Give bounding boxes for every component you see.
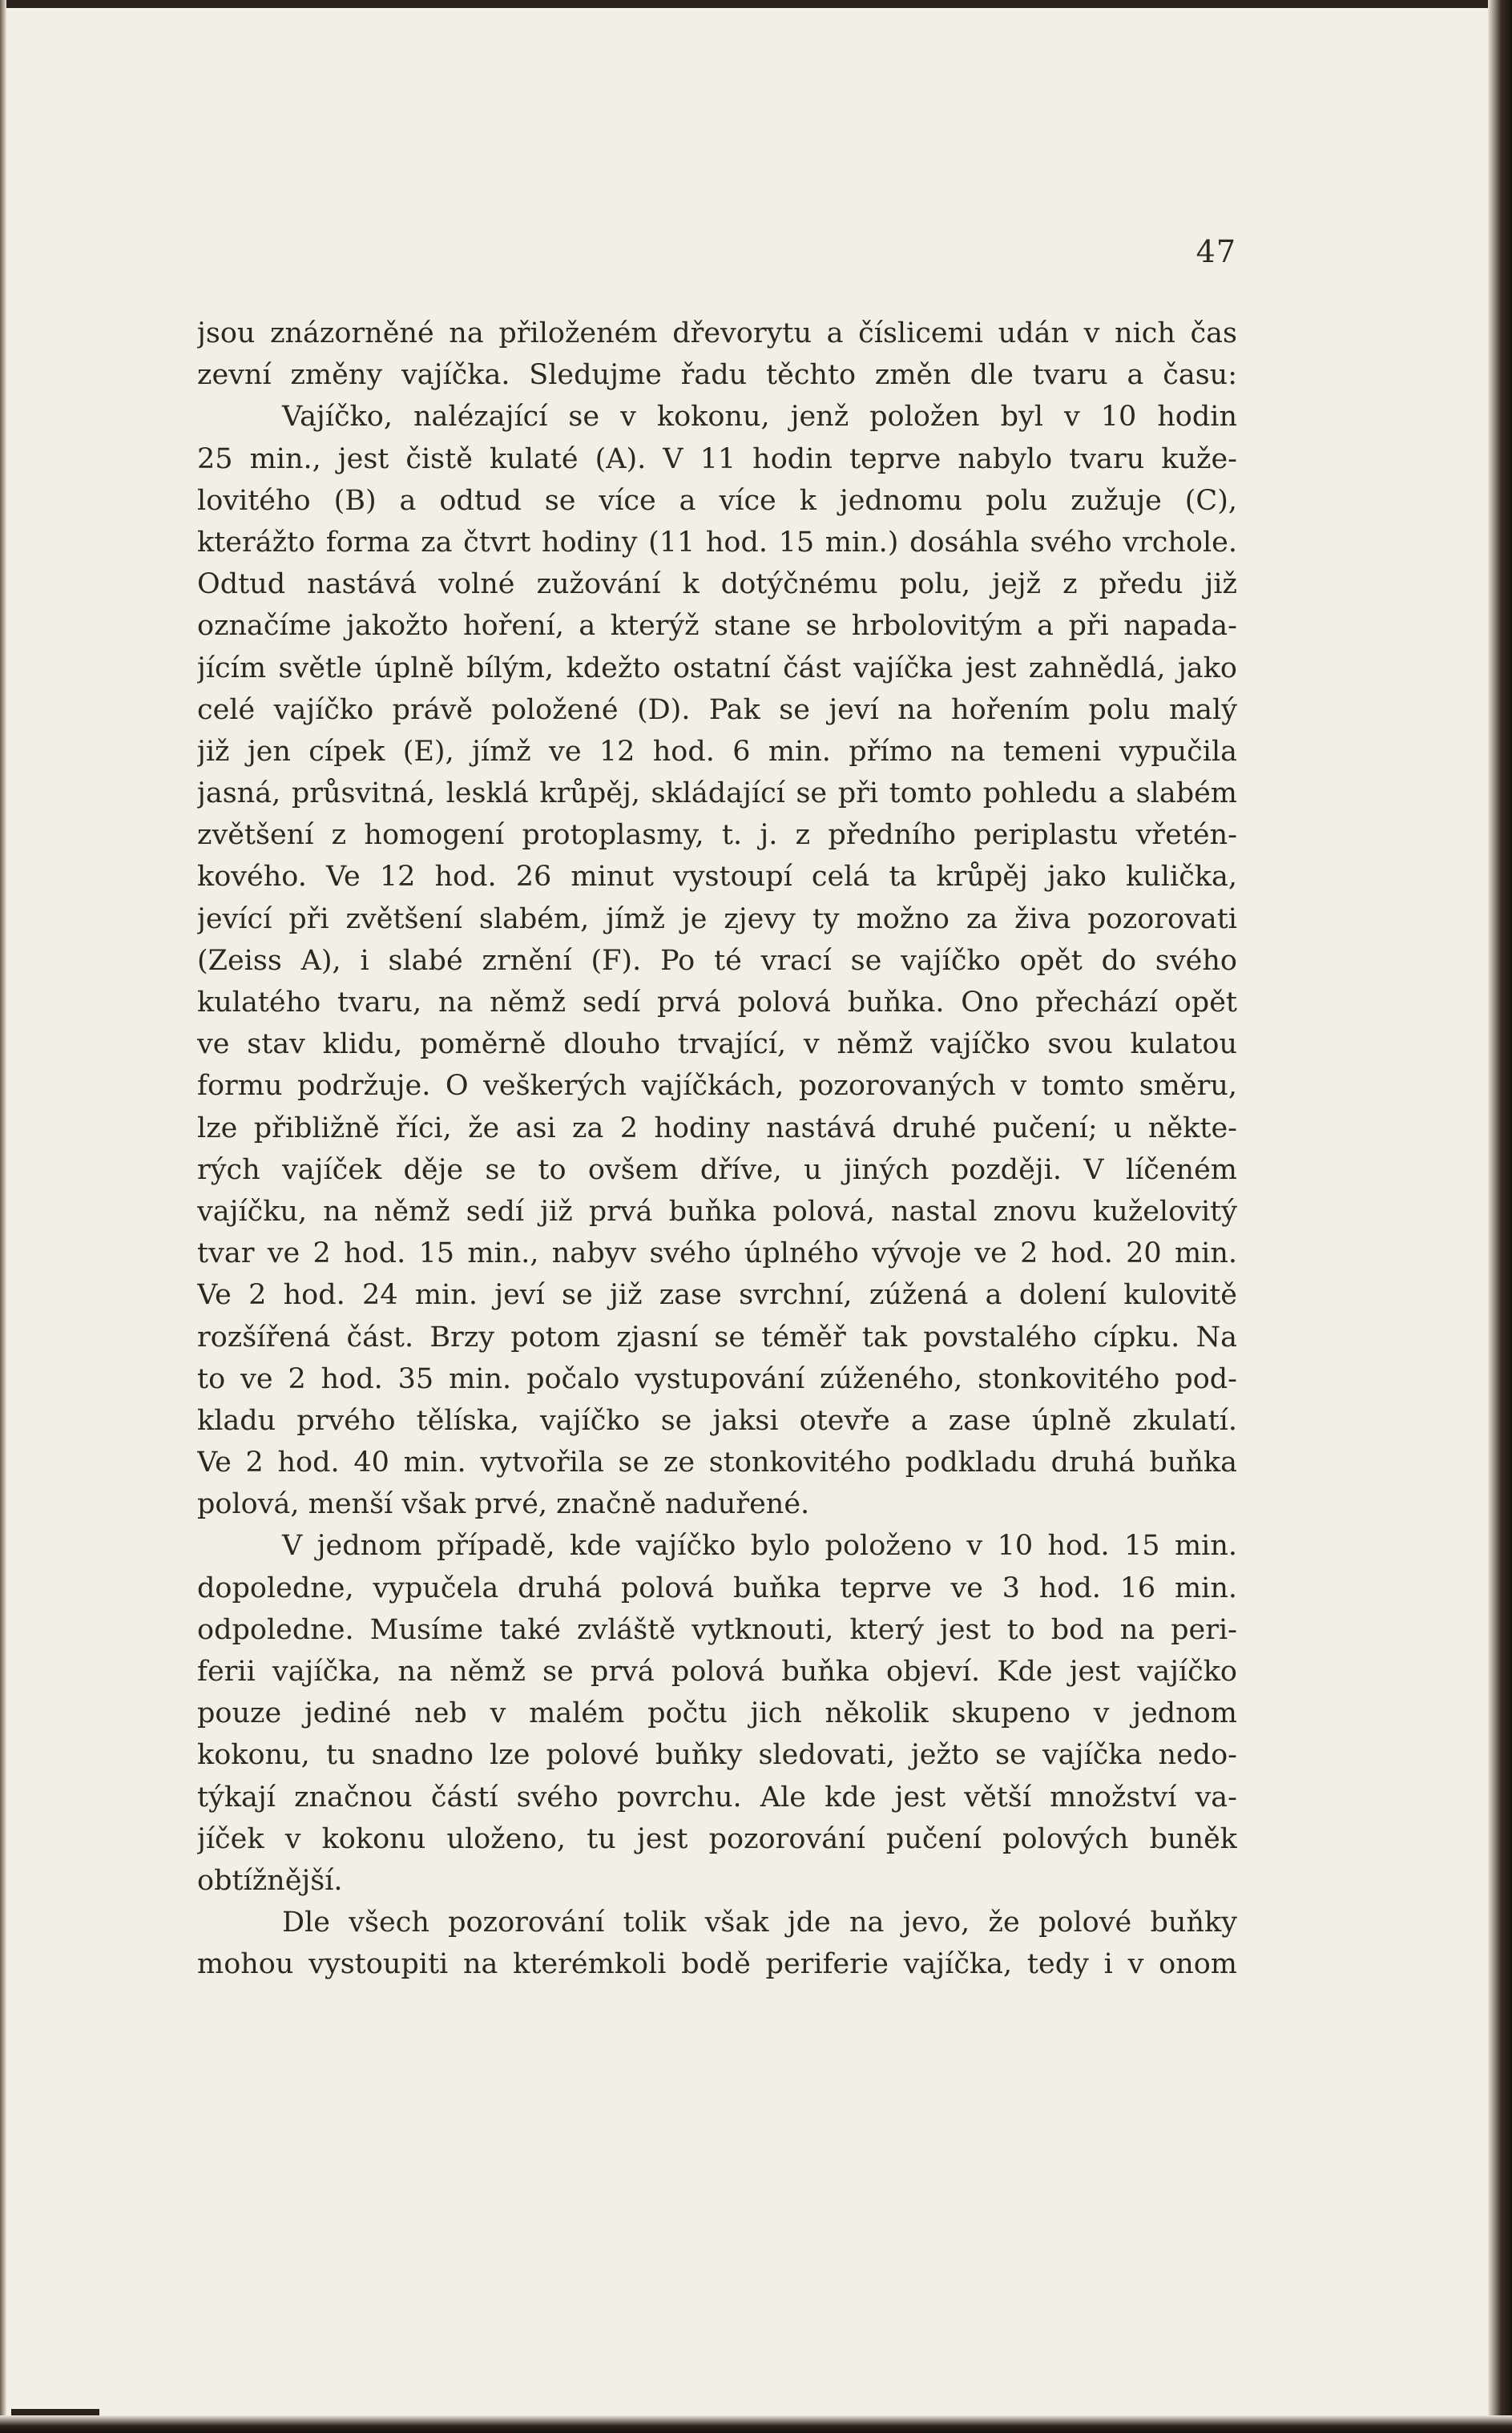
text-line: polová, menší však prvé, značně naduřené. [197,1488,810,1521]
text-line: již jen cípek (E), jímž ve 12 hod. 6 min. přímo na temeni vypučila [197,735,1237,768]
text-line: Ve 2 hod. 40 min. vytvořila se ze stonkovitého podkladu druhá buňka [197,1446,1237,1479]
text-line: tvar ve 2 hod. 15 min., nabyv svého úplného vývoje ve 2 hod. 20 min. [197,1237,1237,1270]
text-line: celé vajíčko právě položené (D). Pak se jeví na hořením polu malý [197,693,1237,726]
text-line: V jednom případě, kde vajíčko bylo položeno v 10 hod. 15 min. [282,1530,1237,1563]
scan-edge-left [0,0,6,2433]
text-line: jevící při zvětšení slabém, jímž je zjevy ty možno za živa pozorovati [197,902,1237,935]
text-line: zevní změny vajíčka. Sledujme řadu těchto změn dle tvaru a času: [197,359,1237,392]
scan-edge-top [0,0,1512,8]
text-line: jíček v kokonu uloženo, tu jest pozorování pučení polových buněk [197,1822,1237,1855]
text-line: to ve 2 hod. 35 min. počalo vystupování zúženého, stonkovitého pod- [197,1362,1237,1395]
text-line: lovitého (B) a odtud se více a více k jednomu polu zužuje (C), [197,484,1237,517]
text-line: označíme jakožto hoření, a kterýž stane se hrbolovitým a při napada- [197,610,1237,643]
text-line: odpoledne. Musíme také zvláště vytknouti, který jest to bod na peri- [197,1613,1237,1646]
text-line: lze přibližně říci, že asi za 2 hodiny nastává druhé pučení; u někte- [197,1112,1237,1144]
body-text [197,313,1237,1986]
scan-mark [11,2409,99,2415]
text-line: dopoledne, vypučela druhá polová buňka teprve ve 3 hod. 16 min. [197,1572,1237,1604]
text-line: 25 min., jest čistě kulaté (A). V 11 hodin teprve nabylo tvaru kuže- [197,442,1237,475]
text-line: Dle všech pozorování tolik však jde na jevo, že polové buňky [282,1906,1237,1939]
text-line: kokonu, tu snadno lze polové buňky sledovati, ježto se vajíčka nedo- [197,1739,1237,1772]
text-line: ve stav klidu, poměrně dlouho trvající, v němž vajíčko svou kulatou [197,1028,1237,1061]
text-line: zvětšení z homogení protoplasmy, t. j. z předního periplastu vřetén- [197,819,1237,852]
text-line: mohou vystoupiti na kterémkoli bodě periferie vajíčka, tedy i v onom [197,1948,1237,1981]
text-line: rozšířená část. Brzy potom zjasní se téměř tak povstalého cípku. Na [197,1321,1237,1354]
text-line: týkají značnou částí svého povrchu. Ale kde jest větší množství va- [197,1781,1237,1814]
text-line: formu podržuje. O veškerých vajíčkách, pozorovaných v tomto směru, [197,1070,1237,1103]
text-line: pouze jediné neb v malém počtu jich několik skupeno v jednom [197,1697,1237,1730]
text-line: Vajíčko, nalézající se v kokonu, jenž položen byl v 10 hodin [282,401,1237,434]
text-line: Odtud nastává volné zužování k dotýčnému polu, jejž z předu již [197,568,1237,601]
text-line: (Zeiss A), i slabé zrnění (F). Po té vrací se vajíčko opět do svého [197,944,1237,977]
scan-edge-right [1488,0,1512,2433]
text-line: jsou znázorněné na přiloženém dřevorytu a číslicemi udán v nich čas [197,317,1237,349]
text-line: kterážto forma za čtvrt hodiny (11 hod. 15 min.) dosáhla svého vrchole. [197,526,1237,559]
text-line: kového. Ve 12 hod. 26 minut vystoupí celá ta krůpěj jako kulička, [197,861,1237,894]
text-line: jasná, průsvitná, lesklá krůpěj, skládající se při tomto pohledu a slabém [197,777,1237,810]
text-line: kladu prvého tělíska, vajíčko se jaksi otevře a zase úplně zkulatí. [197,1404,1237,1437]
text-line: vajíčku, na němž sedí již prvá buňka polová, nastal znovu kuželovitý [197,1195,1237,1228]
page-number: 47 [1195,234,1236,269]
text-line: ferii vajíčka, na němž se prvá polová buňka objeví. Kde jest vajíčko [197,1656,1237,1688]
text-line: kulatého tvaru, na němž sedí prvá polová buňka. Ono přechází opět [197,987,1237,1019]
text-line: Ve 2 hod. 24 min. jeví se již zase svrchní, zúžená a dolení kulovitě [197,1279,1237,1312]
text-line: jícím světle úplně bílým, kdežto ostatní část vajíčka jest zahnědlá, jako [197,652,1237,684]
scan-edge-bottom [0,2415,1512,2433]
text-line: obtížnější. [197,1864,343,1897]
text-line: rých vajíček děje se to ovšem dříve, u jiných později. V líčeném [197,1153,1237,1186]
